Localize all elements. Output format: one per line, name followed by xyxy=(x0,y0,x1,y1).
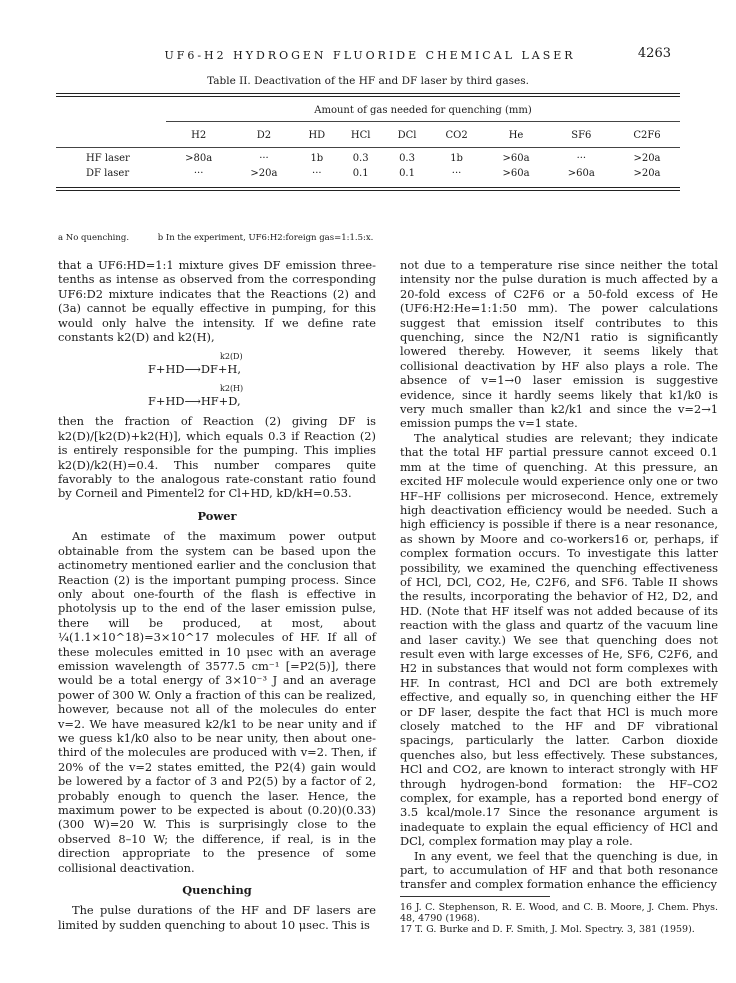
table-cell: ··· xyxy=(576,153,587,164)
table-cell: >80a xyxy=(185,153,213,164)
footnote-16: 16 J. C. Stephenson, R. E. Wood, and C. B. Moore, J. Chem. Phys. 48, 4790 (1968). xyxy=(400,901,718,924)
table-cell: >20a xyxy=(633,153,661,164)
table-cell: >20a xyxy=(250,168,278,179)
deactivation-table xyxy=(56,93,680,191)
paragraph: that a UF6:HD=1:1 mixture gives DF emission three-tenths as intense as observed from the corresponding UF6:D2 mixture indicates that the Reactions (2) and (3a) cannot be equally effective in pumping, for this would only halve the intensity. If we define rate constants k2(D) and k2(H), xyxy=(58,258,376,345)
table-cell: ··· xyxy=(451,168,462,179)
table-cell: 0.3 xyxy=(352,153,369,164)
section-heading-power: Power xyxy=(197,508,237,523)
table-header-row xyxy=(56,125,680,148)
table-footnotes xyxy=(58,233,399,243)
col-header: HCl xyxy=(350,130,371,141)
paragraph: An estimate of the maximum power output obtainable from the system can be based upon the actinometry mentioned earlier and the conclusion that Reaction (2) is the important pumping process. Since only about one-fourth of the flash is effective in photolysis up to the end of the laser emission pulse, there will be produced, at most, about ¼(1.1×10^18)=3×10^17 molecules of HF. If all of these molecules emitted in 10 μsec with an average emission wavelength of 3577.5 cm⁻¹ [=P2(5)], there would be a total energy of 3×10⁻³ J and an average power of 300 W. Only a fraction of this can be realized, however, because not all of the molecules do enter v=2. We have measured k2/k1 to be near unity and if we guess k1/k0 also to be near unity, then about one-third of the molecules are produced with v=2. Then, if 20% of the v=2 states emitted, the P2(4) gain would be lowered by a factor of 3 and P2(5) by a factor of 2, probably enough to quench the laser. Hence, the maximum power to be expected is about (0.20)(0.33)(300 W)=20 W. This is surprisingly close to the observed 8–10 W; the difference, if real, is in the direction appropriate to the presence of some collisional deactivation. xyxy=(58,529,376,875)
table-cell: 1b xyxy=(450,153,463,164)
table-cell: 0.3 xyxy=(399,153,415,164)
table-cell: 1b xyxy=(310,153,324,164)
running-title: UF6-H2 HYDROGEN FLUORIDE CHEMICAL LASER xyxy=(164,49,576,62)
col-header: He xyxy=(508,130,524,141)
rate-constant-label: k2(H) xyxy=(220,384,244,394)
table-corner xyxy=(56,125,166,148)
table-cell: >20a xyxy=(633,168,661,179)
col-header: CO2 xyxy=(445,130,468,141)
col-header: SF6 xyxy=(571,130,592,141)
equation-k2h xyxy=(148,382,376,408)
paragraph: In any event, we feel that the quenching is due, in part, to accumulation of HF and that both resonance transfer and complex formation enhance the efficiency xyxy=(400,848,718,892)
col-header: C2F6 xyxy=(633,130,661,141)
paragraph: not due to a temperature rise since neither the total intensity nor the pulse duration is much affected by a 20-fold excess of C2F6 or a 50-fold excess of He (UF6:H2:He=1:1:50 mm). The power calculations suggest that emission itself contributes to this quenching, since the N2/N1 ratio is significantly lowered thereby. However, it seems likely that collisional deactivation by HF also plays a role. The absence of v=1→0 laser emission is suggestive evidence, since it hardly seems likely that k1/k0 is very much smaller than k2/k1 and since the v=2→1 emission pumps the v=1 state. xyxy=(400,258,718,431)
table-grid xyxy=(56,125,680,181)
table-subrule xyxy=(166,121,680,122)
table-cell: >60a xyxy=(567,168,595,179)
col-header: DCl xyxy=(397,130,417,141)
table-cell: 0.1 xyxy=(352,168,369,179)
table-cell: >60a xyxy=(502,153,530,164)
table-cell: ··· xyxy=(259,153,269,164)
right-column xyxy=(400,258,718,935)
footnote-17: 17 T. G. Burke and D. F. Smith, J. Mol. Spectry. 3, 381 (1959). xyxy=(400,923,695,935)
table-footnote-b: b In the experiment, UF6:H2:foreign gas=1:1.5:x. xyxy=(157,233,374,243)
equation-text: F+HD⟶HF+D, xyxy=(148,394,241,409)
table-cell: >60a xyxy=(502,168,530,179)
table-cell: 0.1 xyxy=(399,168,415,179)
paragraph: The analytical studies are relevant; they indicate that the total HF partial pressure cannot exceed 0.1 mm at the time of quenching. At this pressure, an excited HF molecule would experience only one or two HF–HF collisions per microsecond. Hence, extremely high deactivation efficiency would be needed. Such a high efficiency is possible if there is a near resonance, as shown by Moore and co-workers16 or, perhaps, if complex formation occurs. To investigate this latter possibility, we examined the quenching effectiveness of HCl, DCl, CO2, He, C2F6, and SF6. Table II shows the results, incorporating the behavior of H2, D2, and HD. (Note that HF itself was not added because of its reaction with the glass and quartz of the vacuum line and laser cavity.) We see that quenching does not result even with large excesses of He, SF6, C2F6, and H2 in substances that would not form complexes with HF. In contrast, HCl and DCl are both extremely effective, and equally so, in quenching either the HF or DF laser, despite the fact that HCl is much more closely matched to the HF and DF vibrational spacings, particularly the latter. Carbon dioxide quenches also, but less effectively. These substances, HCl and CO2, are known to interact strongly with HF through hydrogen-bond formation: the HF–CO2 complex, for example, has a reported bond energy of 3.5 kcal/mole.17 Since the resonance argument is inadequate to explain the equal efficiency of HCl and DCl, complex formation may play a role. xyxy=(400,430,718,849)
table-cell: ··· xyxy=(312,168,322,179)
table-bottom-rule xyxy=(56,187,680,191)
table-group-header: Amount of gas needed for quenching (mm) xyxy=(314,105,532,116)
footnote-rule xyxy=(400,896,550,897)
row-label: HF laser xyxy=(86,153,130,164)
table-footnote-a: a No quenching. xyxy=(58,233,130,243)
table-row xyxy=(56,151,680,166)
col-header: H2 xyxy=(191,130,207,141)
table-row xyxy=(56,166,680,181)
section-heading-quenching: Quenching xyxy=(182,883,252,898)
rate-constant-label: k2(D) xyxy=(220,352,243,362)
table-cell: ··· xyxy=(193,168,204,179)
equation-k2d xyxy=(148,350,376,376)
row-label: DF laser xyxy=(86,168,130,179)
paragraph: then the fraction of Reaction (2) giving DF is k2(D)/[k2(D)+k2(H)], which equals 0.3 if Reaction (2) is entirely responsible for the pumping. This implies k2(D)/k2(H)=0.4. This number compares quite favorably to the analogous rate-constant ratio found by Corneil and Pimentel2 for Cl+HD, kD/kH=0.53. xyxy=(58,414,376,501)
page-number: 4263 xyxy=(637,46,671,61)
table-caption: Table II. Deactivation of the HF and DF laser by third gases. xyxy=(207,75,529,87)
left-column xyxy=(58,258,376,932)
col-header: HD xyxy=(308,130,326,141)
col-header: D2 xyxy=(256,130,272,141)
equation-text: F+HD⟶DF+H, xyxy=(148,362,241,377)
paragraph: The pulse durations of the HF and DF lasers are limited by sudden quenching to about 10 μsec. This is xyxy=(58,903,376,932)
